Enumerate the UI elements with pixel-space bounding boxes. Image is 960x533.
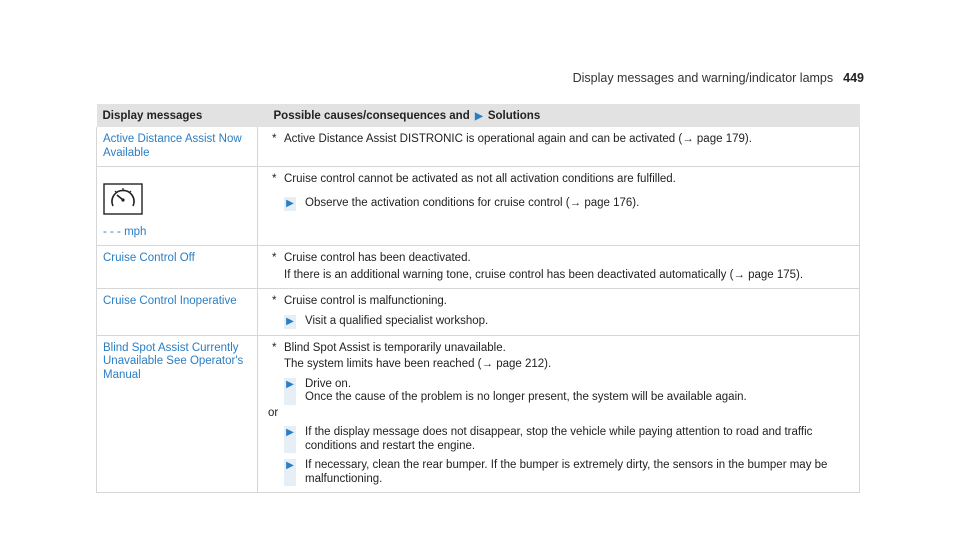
table-row (97, 167, 860, 246)
solution-cell: * Cruise control cannot be activated as not all activation conditions are fulfilled. ▶ Observe the activation conditions for cruise control (→ page 176). (258, 167, 860, 246)
action-arrow-icon: ▶ (284, 426, 296, 453)
section-title: Display messages and warning/indicator lamps (572, 71, 834, 85)
display-messages-table (96, 104, 860, 493)
action-note: Once the cause of the problem is no longer present, the system will be available again. (305, 391, 747, 403)
solution-cell: * Cruise control has been deactivated. If there is an additional warning tone, cruise control has been deactivated automatically (→ page 175). (258, 246, 860, 289)
message-cell: Cruise Control Inoperative (97, 289, 258, 336)
table-row (97, 127, 860, 167)
solutions-arrow-icon: ▶ (474, 111, 483, 122)
action-arrow-icon: ▶ (284, 315, 296, 329)
action-text: Drive on. (305, 377, 352, 390)
action-arrow-icon: ▶ (284, 459, 296, 486)
mph-message: - - - mph (103, 225, 147, 238)
speedometer-icon (103, 183, 143, 215)
table-header-row (97, 104, 860, 127)
action-text: If the display message does not disappear, stop the vehicle while paying attention to road and traffic conditions and restart the engine. (305, 426, 813, 452)
action-arrow-icon: ▶ (284, 378, 296, 405)
page-number: 449 (843, 71, 864, 85)
solution-cell: * Active Distance Assist DISTRONIC is operational again and can be activated (→ page 179). (258, 127, 860, 167)
action-text: Observe the activation conditions for cruise control (→ page 176). (305, 196, 640, 209)
action-arrow-icon: ▶ (284, 197, 296, 211)
cause-text: Cruise control is malfunctioning. (284, 295, 447, 307)
message-cell (97, 167, 258, 246)
action-text: If necessary, clean the rear bumper. If the bumper is extremely dirty, the sensors in the bumper may be malfunctioning. (305, 459, 828, 485)
table-row (97, 289, 860, 336)
message-cell: Cruise Control Off (97, 246, 258, 289)
cause-text: Cruise control cannot be activated as not all activation conditions are fulfilled. (284, 173, 676, 185)
solution-cell: * Blind Spot Assist is temporarily unavailable. The system limits have been reached (→ page 212). ▶ Drive on. Once the cause of the problem is no longer present, the system will be available again. or ▶ If the display message does not disappear, stop the vehicle while paying attention to road and traffic conditions and restart the engine. ▶ If necessary, clean the rear bumper. If the bumper is extremely dirty, the sensors in the bumper may be malfunctioning. (258, 335, 860, 493)
table-row (97, 246, 860, 289)
message-cell: Blind Spot Assist Currently Unavailable See Operator's Manual (97, 335, 258, 493)
message-cell: Active Distance Assist Now Available (97, 127, 258, 167)
sub-text: If there is an additional warning tone, cruise control has been deactivated automatically (→ page 175). (284, 268, 804, 281)
cause-text: Active Distance Assist DISTRONIC is operational again and can be activated (→ page 179). (284, 133, 752, 145)
cause-text: Blind Spot Assist is temporarily unavailable. (284, 341, 506, 354)
action-text: Visit a qualified specialist workshop. (305, 314, 489, 327)
header-causes-solutions: Possible causes/consequences and ▶ Solutions (258, 104, 860, 127)
or-text: or (268, 406, 279, 419)
sub-text: The system limits have been reached (→ page 212). (284, 358, 552, 370)
solution-cell: * Cruise control is malfunctioning. ▶ Visit a qualified specialist workshop. (258, 289, 860, 336)
header-display-messages: Display messages (97, 104, 258, 127)
page-header (573, 71, 864, 85)
table-row (97, 335, 860, 493)
cause-text: Cruise control has been deactivated. (284, 252, 471, 264)
